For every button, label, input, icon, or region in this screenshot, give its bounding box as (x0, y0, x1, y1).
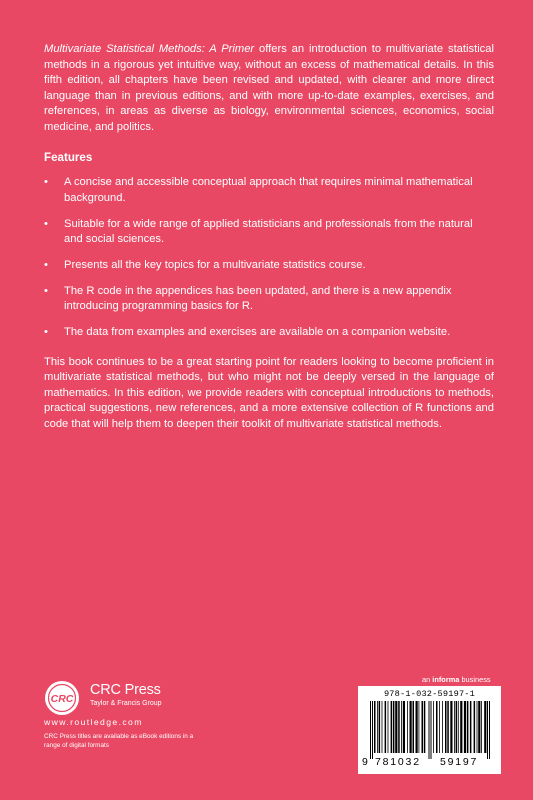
barcode-guard-bar (489, 701, 490, 759)
crc-logo-svg (44, 680, 80, 716)
barcode-icon (358, 701, 501, 759)
barcode-box (358, 686, 501, 774)
barcode-bar (398, 701, 400, 753)
feature-text: The data from examples and exercises are available on a companion website. (64, 326, 451, 339)
intro-paragraph (44, 42, 494, 136)
barcode-bar (470, 701, 472, 753)
barcode-bar (388, 701, 389, 753)
barcode-guard-bar (431, 701, 432, 759)
barcode-bar (454, 701, 455, 753)
barcode-bar (377, 701, 378, 753)
book-title: Multivariate Statistical Methods: A Primer (44, 43, 255, 55)
barcode-bar (393, 701, 395, 753)
barcode-bar (403, 701, 405, 753)
barcode-bar (458, 701, 459, 753)
barcode-bar (413, 701, 415, 753)
features-list (44, 175, 494, 341)
barcode-bar (422, 701, 424, 753)
feature-item (44, 217, 494, 248)
barcode-bar (460, 701, 462, 753)
barcode-bar (424, 701, 426, 753)
barcode-bar (474, 701, 476, 753)
informa-bold: informa (432, 675, 460, 684)
barcode-bar (481, 701, 482, 753)
ean-first-digit: 9 (362, 756, 368, 768)
closing-paragraph: This book continues to be a great starting point for readers looking to become proficient in multivariate statistical methods, but who might not be deeply versed in the language of mathematics. In this edition, we provide readers with conceptual introductions to methods, practical suggestions, new references, and a more extensive collection of R functions and code that will help them to deepen their toolkit of multivariate statistical methods. (44, 355, 494, 431)
feature-text: The R code in the appendices has been updated, and there is a new appendix introducing programming basics for R. (64, 284, 452, 313)
informa-tagline (422, 675, 491, 684)
feature-text: Presents all the key topics for a multivariate statistics course. (64, 258, 366, 271)
feature-text: A concise and accessible conceptual approach that requires minimal mathematical background. (64, 176, 473, 204)
publisher-subtitle: Taylor & Francis Group (90, 700, 162, 707)
logo-text: CRC (50, 693, 74, 705)
barcode-bar (478, 701, 480, 753)
bullet-icon: • (44, 258, 48, 271)
barcode-bar (436, 701, 438, 753)
bullet-icon: • (44, 176, 48, 189)
publisher-website: www.routledge.com (44, 717, 143, 727)
ean-left-group: 781032 (375, 756, 421, 768)
ean-right-group: 59197 (440, 756, 479, 768)
barcode-bar (395, 701, 397, 753)
barcode-bar (439, 701, 440, 753)
barcode-bar (447, 701, 449, 753)
barcode-guard-bar (372, 701, 373, 759)
barcode-bar (450, 701, 452, 753)
ebook-note: CRC Press titles are available as eBook editions in a range of digital formats (44, 733, 194, 749)
barcode-bar (484, 701, 486, 753)
informa-prefix: an (422, 675, 433, 684)
barcode-guard-bar (487, 701, 488, 759)
bullet-icon: • (44, 217, 48, 230)
intro-text: offers an introduction to multivariate statistical methods in a rigorous yet intuitive way, without an excess of mathematical details. In this fifth edition, all chapters have been revised and updated, with clearer and more direct language than in previous editions, and with more up-to-date examples, exercises, and references, in areas as diverse as biology, environmental sciences, economics, social medicine, and politics. (44, 43, 494, 133)
bullet-icon: • (44, 284, 48, 297)
barcode-bar (382, 701, 383, 753)
barcode-bar (464, 701, 466, 753)
barcode-bar (374, 701, 376, 753)
barcode-bar (419, 701, 420, 753)
barcode-bar (433, 701, 434, 753)
barcode-bar (467, 701, 469, 753)
barcode-bar (391, 701, 393, 753)
barcode-bar (385, 701, 387, 753)
publisher-name: CRC Press (90, 682, 161, 698)
cover-text (44, 42, 494, 433)
feature-text: Suitable for a wide range of applied statisticians and professionals from the natural and social sciences. (64, 217, 473, 246)
barcode-bar (379, 701, 381, 753)
isbn-text: 978-1-032-59197-1 (383, 689, 476, 699)
feature-item (44, 175, 494, 206)
barcode-bar (410, 701, 412, 753)
barcode-bar (445, 701, 447, 753)
ean-digits (358, 756, 501, 772)
crc-circle-logo-icon (44, 680, 80, 716)
barcode-bar (477, 701, 478, 753)
barcode-bar (416, 701, 418, 753)
feature-item (44, 284, 494, 315)
features-heading: Features (44, 150, 93, 164)
barcode-bar (442, 701, 443, 753)
feature-item (44, 258, 494, 274)
barcode-bar (456, 701, 458, 753)
barcode-guard-bar (370, 701, 371, 759)
barcode-bar (401, 701, 402, 753)
barcode-guard-bar (429, 701, 430, 759)
informa-suffix: business (459, 675, 491, 684)
bullet-icon: • (44, 326, 48, 339)
feature-item (44, 325, 494, 341)
barcode-bar (407, 701, 408, 753)
